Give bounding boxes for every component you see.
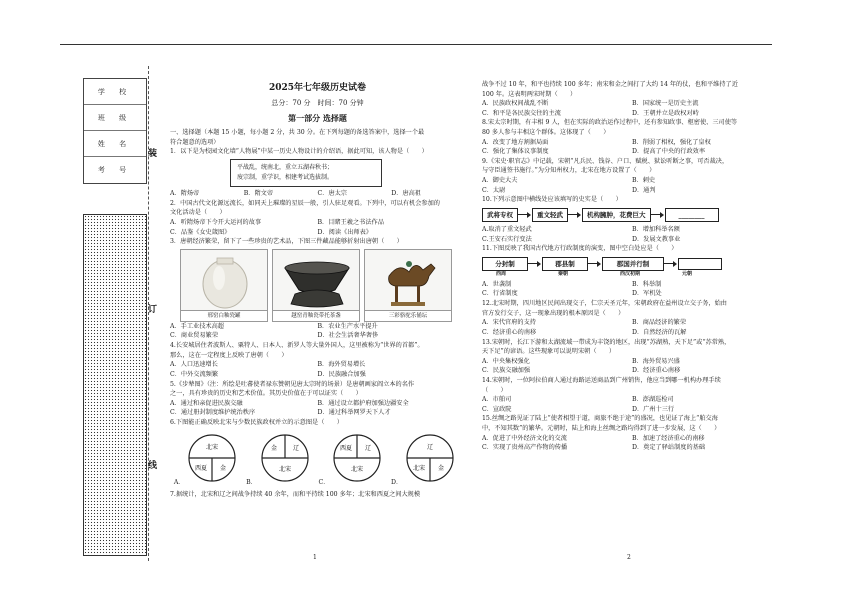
pie-label: 金 (270, 444, 277, 452)
question-2-stem: 2．中国古代文化源远流长，如同天上璀璨的星辰一般，引人驻足观看。下列中，可以有机会参加的 (170, 199, 440, 207)
option[interactable]: D．阅读《出师表》 (317, 228, 372, 236)
option[interactable]: C．中外交流频繁 (170, 370, 219, 378)
arrow-right-icon (518, 212, 532, 218)
quote-line: 废宗制，重学识，相建考试选拔制。 (237, 174, 334, 182)
name-field[interactable]: 姓 名 (84, 131, 146, 157)
arrow-right-icon (664, 261, 678, 267)
artifact-images (180, 249, 465, 322)
period-label: 西周 (496, 270, 507, 277)
option[interactable]: B．削弱了相权，强化了皇权 (632, 138, 711, 146)
option[interactable]: C．宣政院 (482, 405, 512, 413)
question-4-stem: 那么，这在一定程度上反映了唐朝（ ） (170, 351, 288, 359)
exam-subtitle: 总分：70 分 时间：70 分钟 (271, 99, 364, 107)
question-3-stem: 3．唐朝经济繁荣，留下了一些珍贵的艺术品，下图三件藏品能够折射出唐朝（ ） (170, 238, 403, 246)
option[interactable]: D．通判 (632, 186, 656, 194)
option[interactable]: D．军机处 (632, 290, 662, 298)
question-11-options (482, 280, 782, 299)
option[interactable]: B．目睹王羲之书法作品 (317, 219, 384, 227)
pie-diagram (186, 432, 238, 484)
option-letter: D． (391, 478, 403, 486)
option[interactable]: B．商品经济的繁荣 (632, 319, 687, 327)
question-5-stem: 之一，具有珍贵的历史和艺术价值。其历史价值在于可以证实（ ） (170, 390, 362, 398)
period-label: 西汉初期 (620, 270, 641, 277)
option[interactable]: C．实现了贵州高产作物的传播 (482, 444, 568, 452)
pie-label: 西夏 (340, 444, 353, 452)
school-field[interactable]: 学 校 (84, 79, 146, 105)
option[interactable]: C．品鉴《女史箴图》 (170, 228, 231, 236)
pie-option-a[interactable] (174, 432, 239, 488)
pie-label: 西夏 (195, 464, 208, 472)
question-13-stem: 13.宋朝时，长江下游和太湖流域一带成为丰饶的地区，出现“苏湖熟，天下足”或“苏常熟， (482, 338, 731, 346)
question-10-stem: 10.下列示意图中横线处应该填写的史实是（ ） (482, 196, 622, 204)
question-4-stem: 4.长安城居住者波斯人、粟特人、日本人、新罗人等大量外国人，这里被称为“世界的首都”。 (170, 342, 424, 350)
option[interactable]: A．促进了中外经济文化的交流 (482, 434, 567, 442)
binding-char-xian: 线 (148, 461, 158, 471)
option[interactable]: B．海外贸易增长 (317, 361, 366, 369)
flow-box: 重文轻武 (532, 208, 568, 222)
artifact-card (272, 249, 360, 322)
option[interactable]: C．商业贸易繁荣 (170, 332, 219, 340)
question-2-options (170, 218, 465, 237)
pie-label: 北宋 (206, 443, 219, 451)
question-12-stem: 12.北宋时期，四川地区民间出现交子，仁宗天圣元年，宋朝政府在益州设立交子务，始由 (482, 300, 727, 308)
pie-label: 金 (438, 464, 445, 472)
question-15-stem: 中，不知其数”的繁华。元朝时，陆上和海上丝绸之路均得到了进一步发展，这（ ） (482, 425, 721, 433)
option[interactable]: B．科举制 (632, 280, 662, 288)
pie-option-c[interactable] (318, 432, 383, 488)
option[interactable]: C．太尉 (482, 186, 506, 194)
option[interactable]: C．强化了集体议事制度 (482, 148, 549, 156)
option[interactable]: D．经济重心南移 (632, 367, 681, 375)
question-9-stem: 9.《宋史·职官志》中记载，宋朝“凡兵民、钱谷、户口、赋税、狱讼听断之事，可否裁决， (482, 157, 729, 165)
artifact-caption: 越窑青釉瓷带托茶盏 (272, 311, 360, 322)
question-14-stem: （ ） (482, 386, 507, 394)
pie-label: 金 (220, 464, 227, 472)
tea-bowl-image (272, 249, 360, 311)
pie-options (170, 432, 460, 488)
pie-label: 北宋 (351, 465, 364, 473)
exam-number-field[interactable]: 考 号 (97, 166, 133, 174)
pie-diagram (259, 432, 311, 484)
artifact-caption: 邢窑白釉瓷罐 (180, 311, 268, 322)
option[interactable]: D．奠定了驿站制度的基础 (632, 444, 706, 452)
pie-label: 辽 (292, 444, 299, 452)
class-field[interactable]: 班 级 (84, 105, 146, 131)
question-8-stem: 80 多人参与丰相这个群体。这体现了（ ） (482, 129, 610, 137)
option[interactable]: A.取消了重文轻武 (482, 225, 532, 233)
page-number-2: 2 (627, 554, 631, 561)
option[interactable]: C．唐太宗 (317, 190, 347, 198)
flow-box: 分封制 (482, 257, 528, 271)
question-7-continued: 100 年。这表明两宋时期（ ） (482, 90, 577, 98)
pie-label: 辽 (365, 444, 372, 452)
arrow-right-icon (651, 212, 665, 218)
question-1-stem: 1．以下是为校园文化墙“人物展”中某一历史人物设计的介绍语，据此可知，该人物是（ ） (170, 148, 428, 156)
option[interactable]: C.王安石实行变法 (482, 235, 532, 243)
top-rule (60, 44, 772, 45)
option[interactable]: A．宋代官府的支持 (482, 319, 536, 327)
option[interactable]: B．澎湖巡检司 (632, 396, 674, 404)
period-label: 秦朝 (558, 270, 569, 277)
pie-label: 辽 (427, 443, 434, 451)
question-14-stem: 14.宋朝时，一位阿拉伯商人通过海路运送商品到广州销售，他应当到哪一机构办理手续 (482, 376, 721, 384)
question-11-flowchart (482, 257, 782, 271)
page-number-1: 1 (313, 554, 317, 561)
option[interactable]: C．和平是各民族交往的主流 (482, 109, 561, 117)
question-15-stem: 15.丝绸之路见证了陆上“使者相望于道，商旅不绝于途”的盛况，也见证了海上“舶交海 (482, 415, 718, 423)
option[interactable]: D．唐高祖 (391, 190, 421, 198)
option[interactable]: D．自然经济的瓦解 (632, 328, 687, 336)
question-10-flowchart (482, 208, 782, 222)
option[interactable]: B．增加科举名额 (632, 225, 680, 233)
period-label: 元朝 (682, 270, 693, 277)
option[interactable]: A．世袭制 (482, 280, 512, 288)
pie-diagram (404, 432, 456, 484)
question-7-stem: 7.据统计，北宋和辽之间战争持续 40 余年，而和平持续 100 多年；北宋和西夏之间大规模 (170, 491, 421, 499)
question-2-stem: 文化活动是（ ） (170, 209, 226, 217)
question-7-options (482, 99, 782, 118)
option[interactable]: D．王朝并立是政权对峙 (632, 109, 699, 117)
question-3-options (170, 322, 465, 341)
option[interactable]: A．御史大夫 (482, 177, 518, 185)
option[interactable]: C．经济重心的南移 (482, 328, 537, 336)
option[interactable]: B．通过设立都护府加强边疆安全 (317, 399, 409, 407)
white-jar-image (180, 249, 268, 311)
option[interactable]: A．手工业技术高超 (170, 322, 224, 330)
option[interactable]: B．隋文帝 (243, 190, 274, 198)
pie-option-d[interactable] (391, 432, 456, 488)
option[interactable]: D．提高了中央的行政效率 (632, 148, 706, 156)
instructions-line: 一、选择题（本题 15 小题，每小题 2 分，共 30 分。在下列每题的备选答案中，选择一个最 (170, 129, 425, 136)
pie-option-b[interactable] (246, 432, 311, 488)
arrow-right-icon (588, 261, 602, 267)
question-15-options (482, 434, 782, 453)
option[interactable]: B．海外贸易兴盛 (632, 357, 680, 365)
option[interactable]: A．民族政权间战乱不断 (482, 100, 549, 108)
option[interactable]: A．中央集权强化 (482, 357, 530, 365)
question-8-options (482, 138, 782, 157)
student-info-table (83, 78, 147, 184)
question-9-options (482, 176, 782, 195)
option[interactable]: A．隋炀帝 (170, 190, 200, 198)
column-2 (482, 80, 782, 453)
flow-period-labels (482, 271, 782, 280)
quote-line: 平战乱，统南北，重立五湖春秋书； (237, 163, 334, 171)
pie-label: 北宋 (278, 465, 291, 473)
column-1 (170, 128, 465, 500)
option[interactable]: D．社会生活奢华奢侈 (317, 332, 379, 340)
option[interactable]: A．听隋炀帝下令开大运河的故事 (170, 219, 262, 227)
arrow-right-icon (568, 212, 582, 218)
flow-box: 武将专权 (482, 208, 518, 222)
hatched-area (83, 214, 147, 556)
flow-blank-box: ________ (665, 208, 719, 222)
arrow-right-icon (528, 261, 542, 267)
option[interactable]: D．发展文教事业 (632, 235, 681, 243)
binding-char-zhuang: 装 (148, 149, 158, 159)
question-14-options (482, 395, 782, 414)
option-letter: A． (173, 478, 185, 486)
option[interactable]: B．国家统一是历史主流 (632, 100, 699, 108)
question-6-stem: 6.下图能正确反映北宋与少数民族政权并立的示意图是（ ） (170, 418, 343, 426)
pie-diagram (331, 432, 383, 484)
flow-box: 郡县制 (542, 257, 588, 271)
question-11-stem: 11.下图反映了我国古代地方行政制度的演变，图中空白处应是（ ） (482, 245, 678, 253)
flow-blank-box (678, 258, 722, 270)
part-heading: 第一部分 选择题 (288, 113, 347, 123)
question-9-stem: 与守臣通签书施行。”为分知州权力，北宋在地方设置了（ ） (482, 167, 656, 175)
question-10-options (482, 225, 782, 244)
quote-box (230, 159, 382, 187)
pie-label: 北宋 (413, 464, 426, 472)
flow-box: 机构臃肿，花费巨大 (582, 208, 651, 222)
instructions-line: 符合题意的选项） (170, 138, 220, 146)
option[interactable]: A．通过和亲促进民族交融 (170, 399, 243, 407)
question-1-options (170, 189, 465, 199)
option[interactable]: B．加速了经济重心的南移 (632, 434, 705, 442)
question-7-continued: 战争不过 10 年，和平也持续 100 多年；南宋和金之间打了大约 14 年的仗，也和平维持了近 (482, 81, 738, 88)
question-12-stem: 官方发行交子，这一现象出现的根本原因是（ ） (482, 309, 625, 317)
option[interactable]: C．民族交融加强 (482, 367, 531, 375)
option[interactable]: B．刺史 (632, 177, 656, 185)
camel-figure-image (364, 249, 452, 311)
question-8-stem: 8.宋太宗时期，有丰相 9 人，但在实际的政治运作过程中，还有参知政事、枢密使、三司使等 (482, 119, 738, 127)
exam-title: 2025年七年级历史试卷 (268, 83, 367, 93)
question-5-options (170, 399, 465, 418)
option[interactable]: D．广州十三行 (632, 405, 675, 413)
flow-box: 郡国并行制 (602, 257, 664, 271)
question-5-stem: 5.《步辇图》（注：所绘是吐蕃使者禄东赞朝见唐太宗时的场景）是唐朝画家阎立本的名作 (170, 380, 415, 388)
binding-char-ding: 订 (148, 305, 158, 315)
artifact-card (364, 249, 452, 322)
option-letter: B． (246, 478, 257, 486)
option-letter: C． (318, 478, 330, 486)
question-13-stem: 天下足”的谚语。这些现象可以说明宋朝（ ） (482, 348, 616, 356)
option[interactable]: A．人口迅速增长 (170, 361, 218, 369)
option[interactable]: C．行省制度 (482, 290, 518, 298)
option[interactable]: C．通过册封制度维护统治秩序 (170, 409, 256, 417)
option[interactable]: D．通过科举网罗天下人才 (317, 409, 391, 417)
option[interactable]: D．民族融合加强 (317, 370, 366, 378)
question-12-options (482, 318, 782, 337)
artifact-caption: 三彩骆驼乐俑坛 (364, 311, 452, 322)
artifact-card (180, 249, 268, 322)
option[interactable]: A．市舶司 (482, 396, 512, 404)
question-13-options (482, 357, 782, 376)
question-4-options (170, 360, 465, 379)
option[interactable]: B．农业生产水平提升 (317, 322, 378, 330)
option[interactable]: A．改变了地方割据局面 (482, 138, 549, 146)
